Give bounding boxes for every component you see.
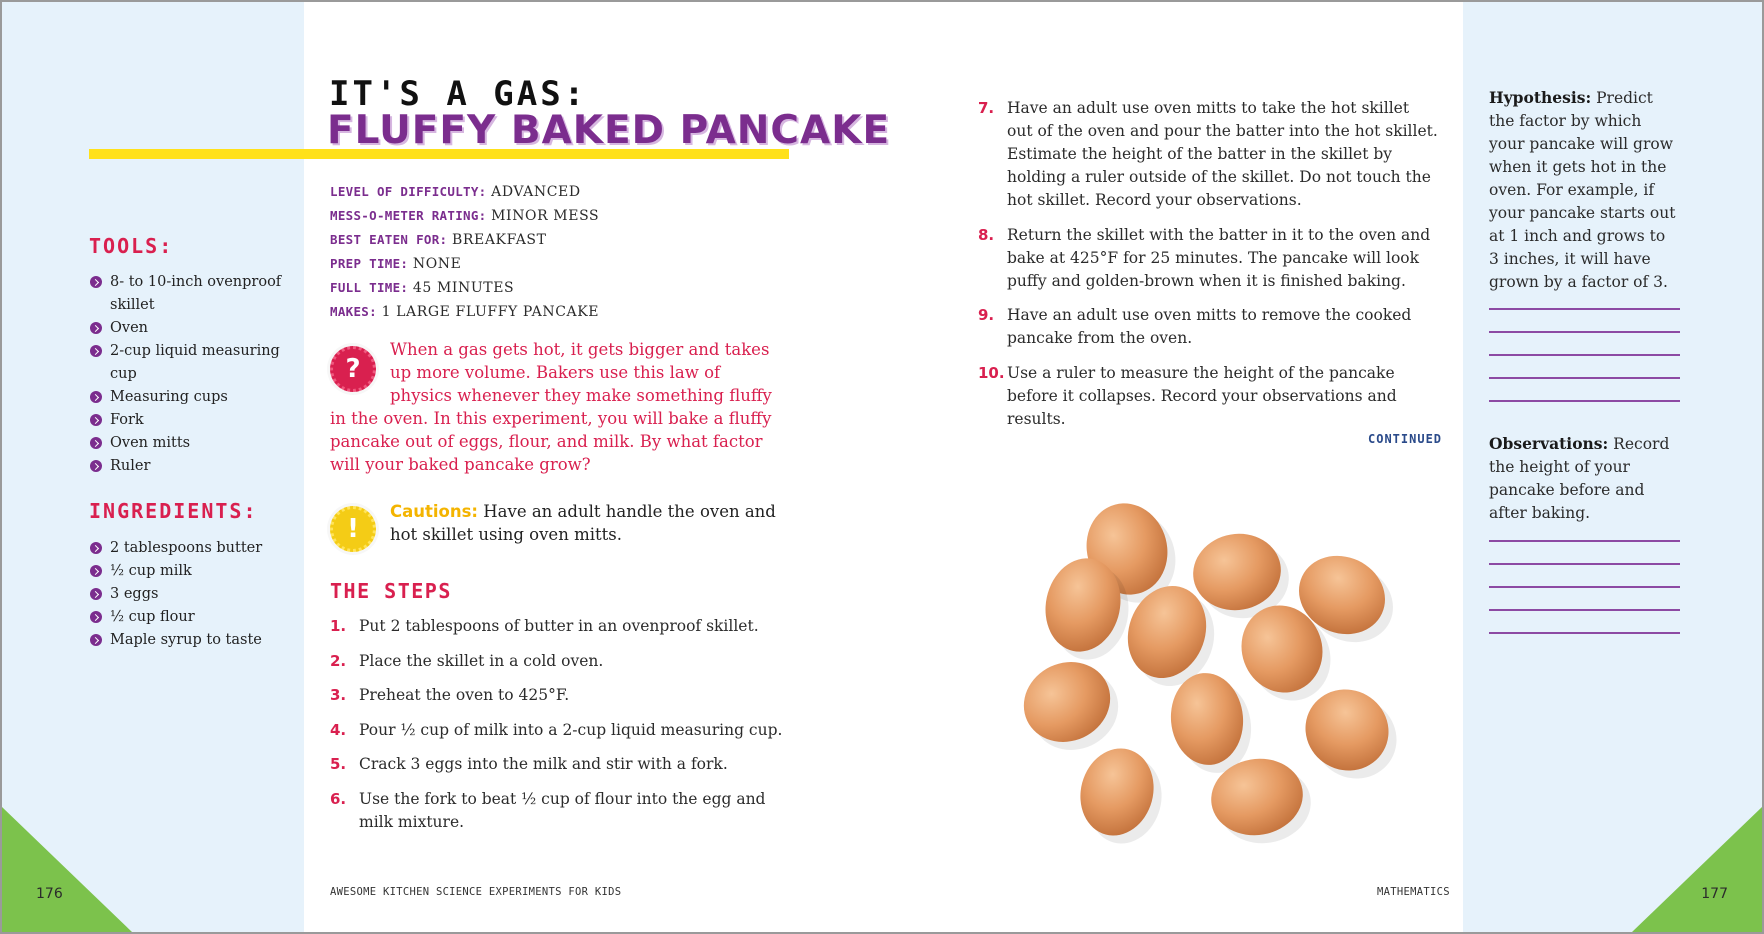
tools-list xyxy=(90,271,295,478)
meta-row: BEST EATEN FOR: BREAKFAST xyxy=(330,232,547,248)
steps-list-right xyxy=(978,97,1438,442)
writing-line xyxy=(1489,308,1680,310)
list-item: 3. Preheat the oven to 425°F. xyxy=(330,686,570,704)
recipe-meta xyxy=(330,180,790,324)
list-item: 5. Crack 3 eggs into the milk and stir with a fork. xyxy=(330,755,728,773)
page-number-left: 176 xyxy=(36,886,63,902)
list-item: 8. Return the skillet with the batter in it to the oven and bake at 425°F for 25 minutes. The pancake will look puffy and golden-brown when it is finished baking. xyxy=(978,225,1431,290)
arrow-bullet-icon xyxy=(90,588,102,600)
list-item: 3 eggs xyxy=(90,583,295,606)
observations-prompt: Observations: Record the height of your pancake before and after baking. xyxy=(1489,434,1670,522)
list-item: Oven xyxy=(90,317,295,340)
tools-heading: TOOLS: xyxy=(89,234,174,258)
list-item: 4. Pour ½ cup of milk into a 2-cup liquid measuring cup. xyxy=(330,720,783,739)
arrow-bullet-icon xyxy=(90,345,102,357)
egg xyxy=(1167,670,1255,776)
writing-line xyxy=(1489,540,1680,542)
arrow-bullet-icon xyxy=(90,391,102,403)
caution-note: ! Cautions: Have an adult handle the oven and hot skillet using oven mitts. xyxy=(330,500,790,558)
question-mark-icon: ? xyxy=(330,346,376,392)
list-item: Oven mitts xyxy=(90,432,295,455)
arrow-bullet-icon xyxy=(90,276,102,288)
footer-book-title: AWESOME KITCHEN SCIENCE EXPERIMENTS FOR KIDS xyxy=(330,886,622,898)
intro-paragraph: ? When a gas gets hot, it gets bigger and takes up more volume. Bakers use this law of physics whenever they make something fluffy in the oven. In this experiment, you will bake a fluffy pancake out of eggs, flour, and milk. By what factor will your baked pancake grow? xyxy=(330,340,772,474)
eggs-photo xyxy=(1017,457,1437,852)
page-number-right: 177 xyxy=(1701,886,1728,902)
ingredients-list xyxy=(90,537,295,652)
continued-label: CONTINUED xyxy=(1368,432,1443,446)
writing-line xyxy=(1489,609,1680,611)
meta-row: LEVEL OF DIFFICULTY: ADVANCED xyxy=(330,184,581,200)
arrow-bullet-icon xyxy=(90,634,102,646)
list-item: ½ cup milk xyxy=(90,560,295,583)
arrow-bullet-icon xyxy=(90,460,102,472)
meta-row: FULL TIME: 45 MINUTES xyxy=(330,280,515,296)
page-title-line-2: FLUFFY BAKED PANCAKE xyxy=(327,108,891,153)
list-item: ½ cup flour xyxy=(90,606,295,629)
writing-line xyxy=(1489,632,1680,634)
list-item: 6. Use the fork to beat ½ cup of flour into the egg and milk mixture. xyxy=(330,789,766,831)
list-item: Fork xyxy=(90,409,295,432)
arrow-bullet-icon xyxy=(90,322,102,334)
hypothesis-label: Hypothesis: xyxy=(1489,88,1592,107)
arrow-bullet-icon xyxy=(90,565,102,577)
arrow-bullet-icon xyxy=(90,611,102,623)
list-item: 2. Place the skillet in a cold oven. xyxy=(330,651,604,670)
egg xyxy=(1017,648,1131,764)
meta-row: MESS-O-METER RATING: MINOR MESS xyxy=(330,208,600,224)
list-item: Measuring cups xyxy=(90,386,295,409)
writing-line xyxy=(1489,563,1680,565)
writing-line xyxy=(1489,586,1680,588)
page-title-line-1: IT'S A GAS: xyxy=(329,74,588,114)
observations-label: Observations: xyxy=(1489,434,1609,453)
writing-line xyxy=(1489,354,1680,356)
caution-label: Cautions: xyxy=(390,502,479,521)
writing-line xyxy=(1489,377,1680,379)
footer-section-title: MATHEMATICS xyxy=(1377,886,1450,898)
list-item: 1. Put 2 tablespoons of butter in an ovenproof skillet. xyxy=(330,617,759,635)
arrow-bullet-icon xyxy=(90,437,102,449)
list-item: 8- to 10-inch ovenproof skillet xyxy=(90,271,295,317)
list-item: 7. Have an adult use oven mitts to take the hot skillet out of the oven and pour the batter into the hot skillet. Estimate the height of the batter in the skillet by holding a ruler outside of the skillet. Do not touch the hot skillet. Record your observations. xyxy=(978,99,1438,209)
meta-row: MAKES: 1 LARGE FLUFFY PANCAKE xyxy=(330,304,600,320)
arrow-bullet-icon xyxy=(90,542,102,554)
list-item: Ruler xyxy=(90,455,295,478)
steps-list-left xyxy=(330,615,790,845)
writing-line xyxy=(1489,331,1680,333)
list-item: Maple syrup to taste xyxy=(90,629,295,652)
meta-row: PREP TIME: NONE xyxy=(330,256,462,272)
ingredients-heading: INGREDIENTS: xyxy=(89,499,258,523)
list-item: 2 tablespoons butter xyxy=(90,537,295,560)
list-item: 2-cup liquid measuring cup xyxy=(90,340,295,386)
arrow-bullet-icon xyxy=(90,414,102,426)
writing-line xyxy=(1489,400,1680,402)
list-item: 10. Use a ruler to measure the height of the pancake before it collapses. Record your observations and results. xyxy=(978,363,1397,428)
exclamation-icon: ! xyxy=(330,506,376,552)
egg xyxy=(1071,740,1171,852)
steps-heading: THE STEPS xyxy=(330,579,452,603)
hypothesis-prompt: Hypothesis: Predict the factor by which your pancake will grow when it gets hot in the oven. For example, if your pancake starts out at 1 inch and grows to 3 inches, it will have grown by a factor of 3. xyxy=(1489,88,1676,291)
list-item: 9. Have an adult use oven mitts to remove the cooked pancake from the oven. xyxy=(978,306,1412,347)
